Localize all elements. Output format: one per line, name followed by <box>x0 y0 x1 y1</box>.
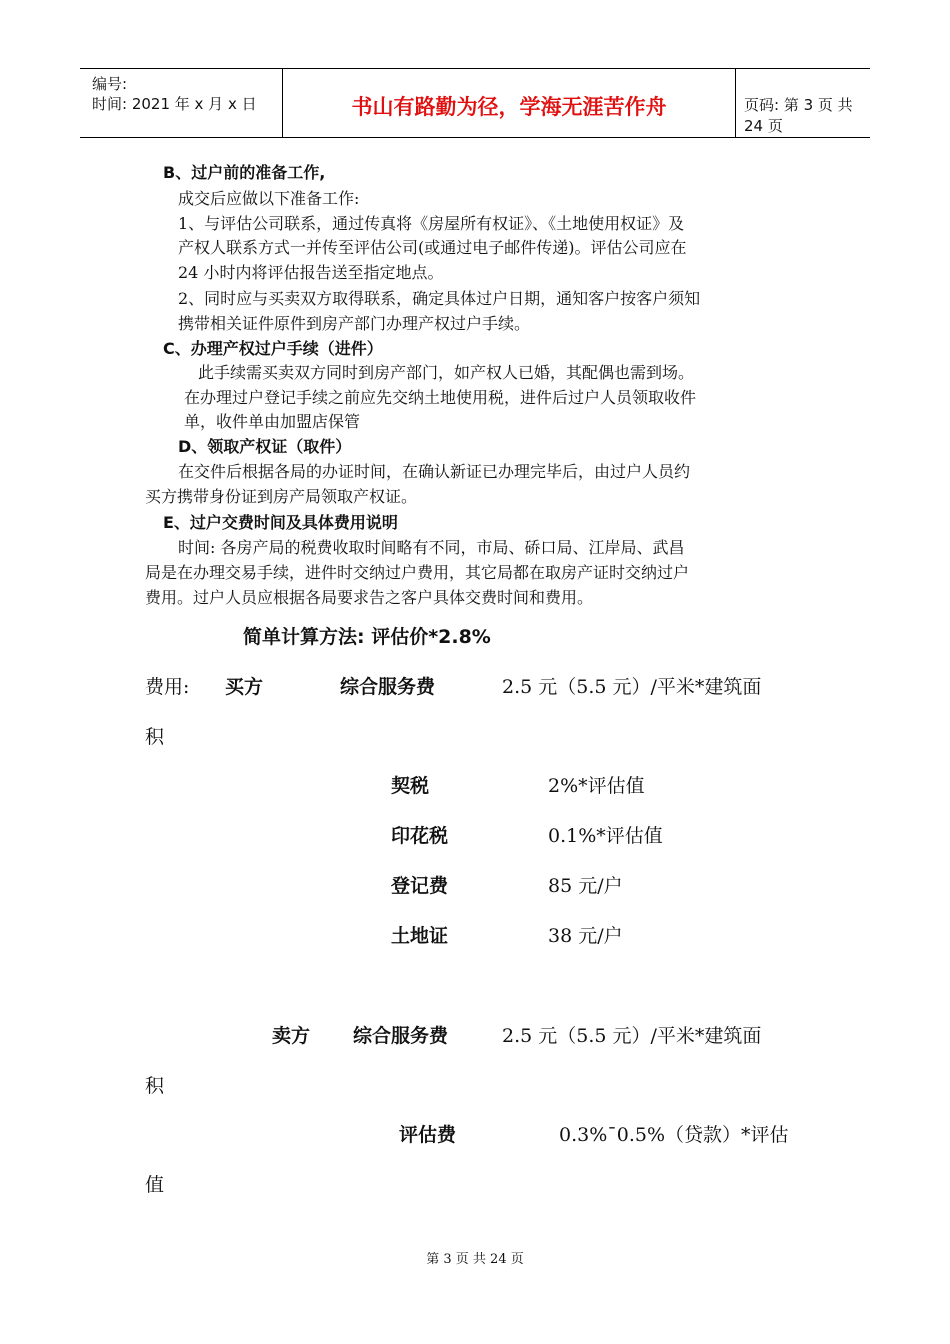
header-motto: 书山有路勤为径，学海无涯苦作舟 <box>351 95 667 119</box>
section-b-title: B、过户前的准备工作, <box>163 163 326 182</box>
buyer-area-tail: 积 <box>145 726 165 748</box>
section-e-title: E、过户交费时间及具体费用说明 <box>163 513 398 532</box>
paragraph-line: 在办理过户登记手续之前应先交纳土地使用税，进件后过户人员领取收件 <box>184 388 697 407</box>
page-header <box>80 68 870 138</box>
fee-item-value: 38 元/户 <box>548 925 623 947</box>
seller-area-tail: 积 <box>145 1075 165 1097</box>
header-meta-cell <box>80 69 283 137</box>
section-c-title: C、办理产权过户手续（进件） <box>163 339 383 358</box>
paragraph-line: 产权人联系方式一并传至评估公司(或通过电子邮件传递)。评估公司应在 <box>178 238 687 257</box>
appraisal-tail: 值 <box>145 1174 165 1196</box>
fee-item-name: 土地证 <box>391 925 449 947</box>
buyer-label: 买方 <box>225 676 264 698</box>
paragraph-line: 费用。过户人员应根据各局要求告之客户具体交费时间和费用。 <box>145 588 594 607</box>
section-d-title: D、领取产权证（取件） <box>178 437 352 456</box>
seller-label: 卖方 <box>272 1025 311 1047</box>
fee-label: 费用: <box>145 676 190 698</box>
paragraph-line: 此手续需买卖双方同时到房产部门，如产权人已婚，其配偶也需到场。 <box>198 363 695 382</box>
appraisal-fee-label: 评估费 <box>399 1124 457 1146</box>
header-motto-cell <box>283 69 736 137</box>
paragraph-line: 携带相关证件原件到房产部门办理产权过户手续。 <box>178 314 531 333</box>
buyer-service-fee-label: 综合服务费 <box>340 676 436 698</box>
calc-formula: 简单计算方法: 评估价*2.8% <box>243 626 491 648</box>
seller-service-fee-rate: 2.5 元（5.5 元）/平米*建筑面 <box>502 1025 762 1047</box>
page-footer: 第 3 页 共 24 页 <box>426 1252 524 1267</box>
document-number-label: 编号: <box>92 75 128 93</box>
buyer-service-fee-rate: 2.5 元（5.5 元）/平米*建筑面 <box>502 676 762 698</box>
header-page-info: 页码: 第 3 页 共 24 页 <box>744 96 853 135</box>
fee-item-value: 85 元/户 <box>548 875 623 897</box>
fee-item-name: 登记费 <box>391 875 449 897</box>
paragraph-line: 在交件后根据各局的办证时间，在确认新证已办理完毕后，由过户人员约 <box>178 462 691 481</box>
fee-item-value: 0.1%*评估值 <box>548 825 663 847</box>
paragraph-line: 局是在办理交易手续，进件时交纳过户费用，其它局都在取房产证时交纳过户 <box>145 563 690 582</box>
paragraph-line: 2、同时应与买卖双方取得联系，确定具体过户日期，通知客户按客户须知 <box>178 289 701 308</box>
fee-item-name: 印花税 <box>391 825 449 847</box>
appraisal-fee-rate: 0.3%¯0.5%（贷款）*评估 <box>559 1124 789 1146</box>
section-b-intro: 成交后应做以下准备工作: <box>178 189 360 208</box>
seller-service-fee-label: 综合服务费 <box>353 1025 449 1047</box>
paragraph-line: 24 小时内将评估报告送至指定地点。 <box>178 263 444 282</box>
header-page-cell <box>736 69 870 137</box>
document-date: 时间: 2021 年 x 月 x 日 <box>92 95 257 113</box>
fee-item-value: 2%*评估值 <box>548 775 645 797</box>
paragraph-line: 买方携带身份证到房产局领取产权证。 <box>145 487 418 506</box>
paragraph-line: 单，收件单由加盟店保管 <box>184 412 361 431</box>
fee-item-name: 契税 <box>391 775 430 797</box>
paragraph-line: 1、与评估公司联系，通过传真将《房屋所有权证》、《土地使用权证》及 <box>178 214 685 233</box>
paragraph-line: 时间: 各房产局的税费收取时间略有不同，市局、硚口局、江岸局、武昌 <box>178 538 685 557</box>
